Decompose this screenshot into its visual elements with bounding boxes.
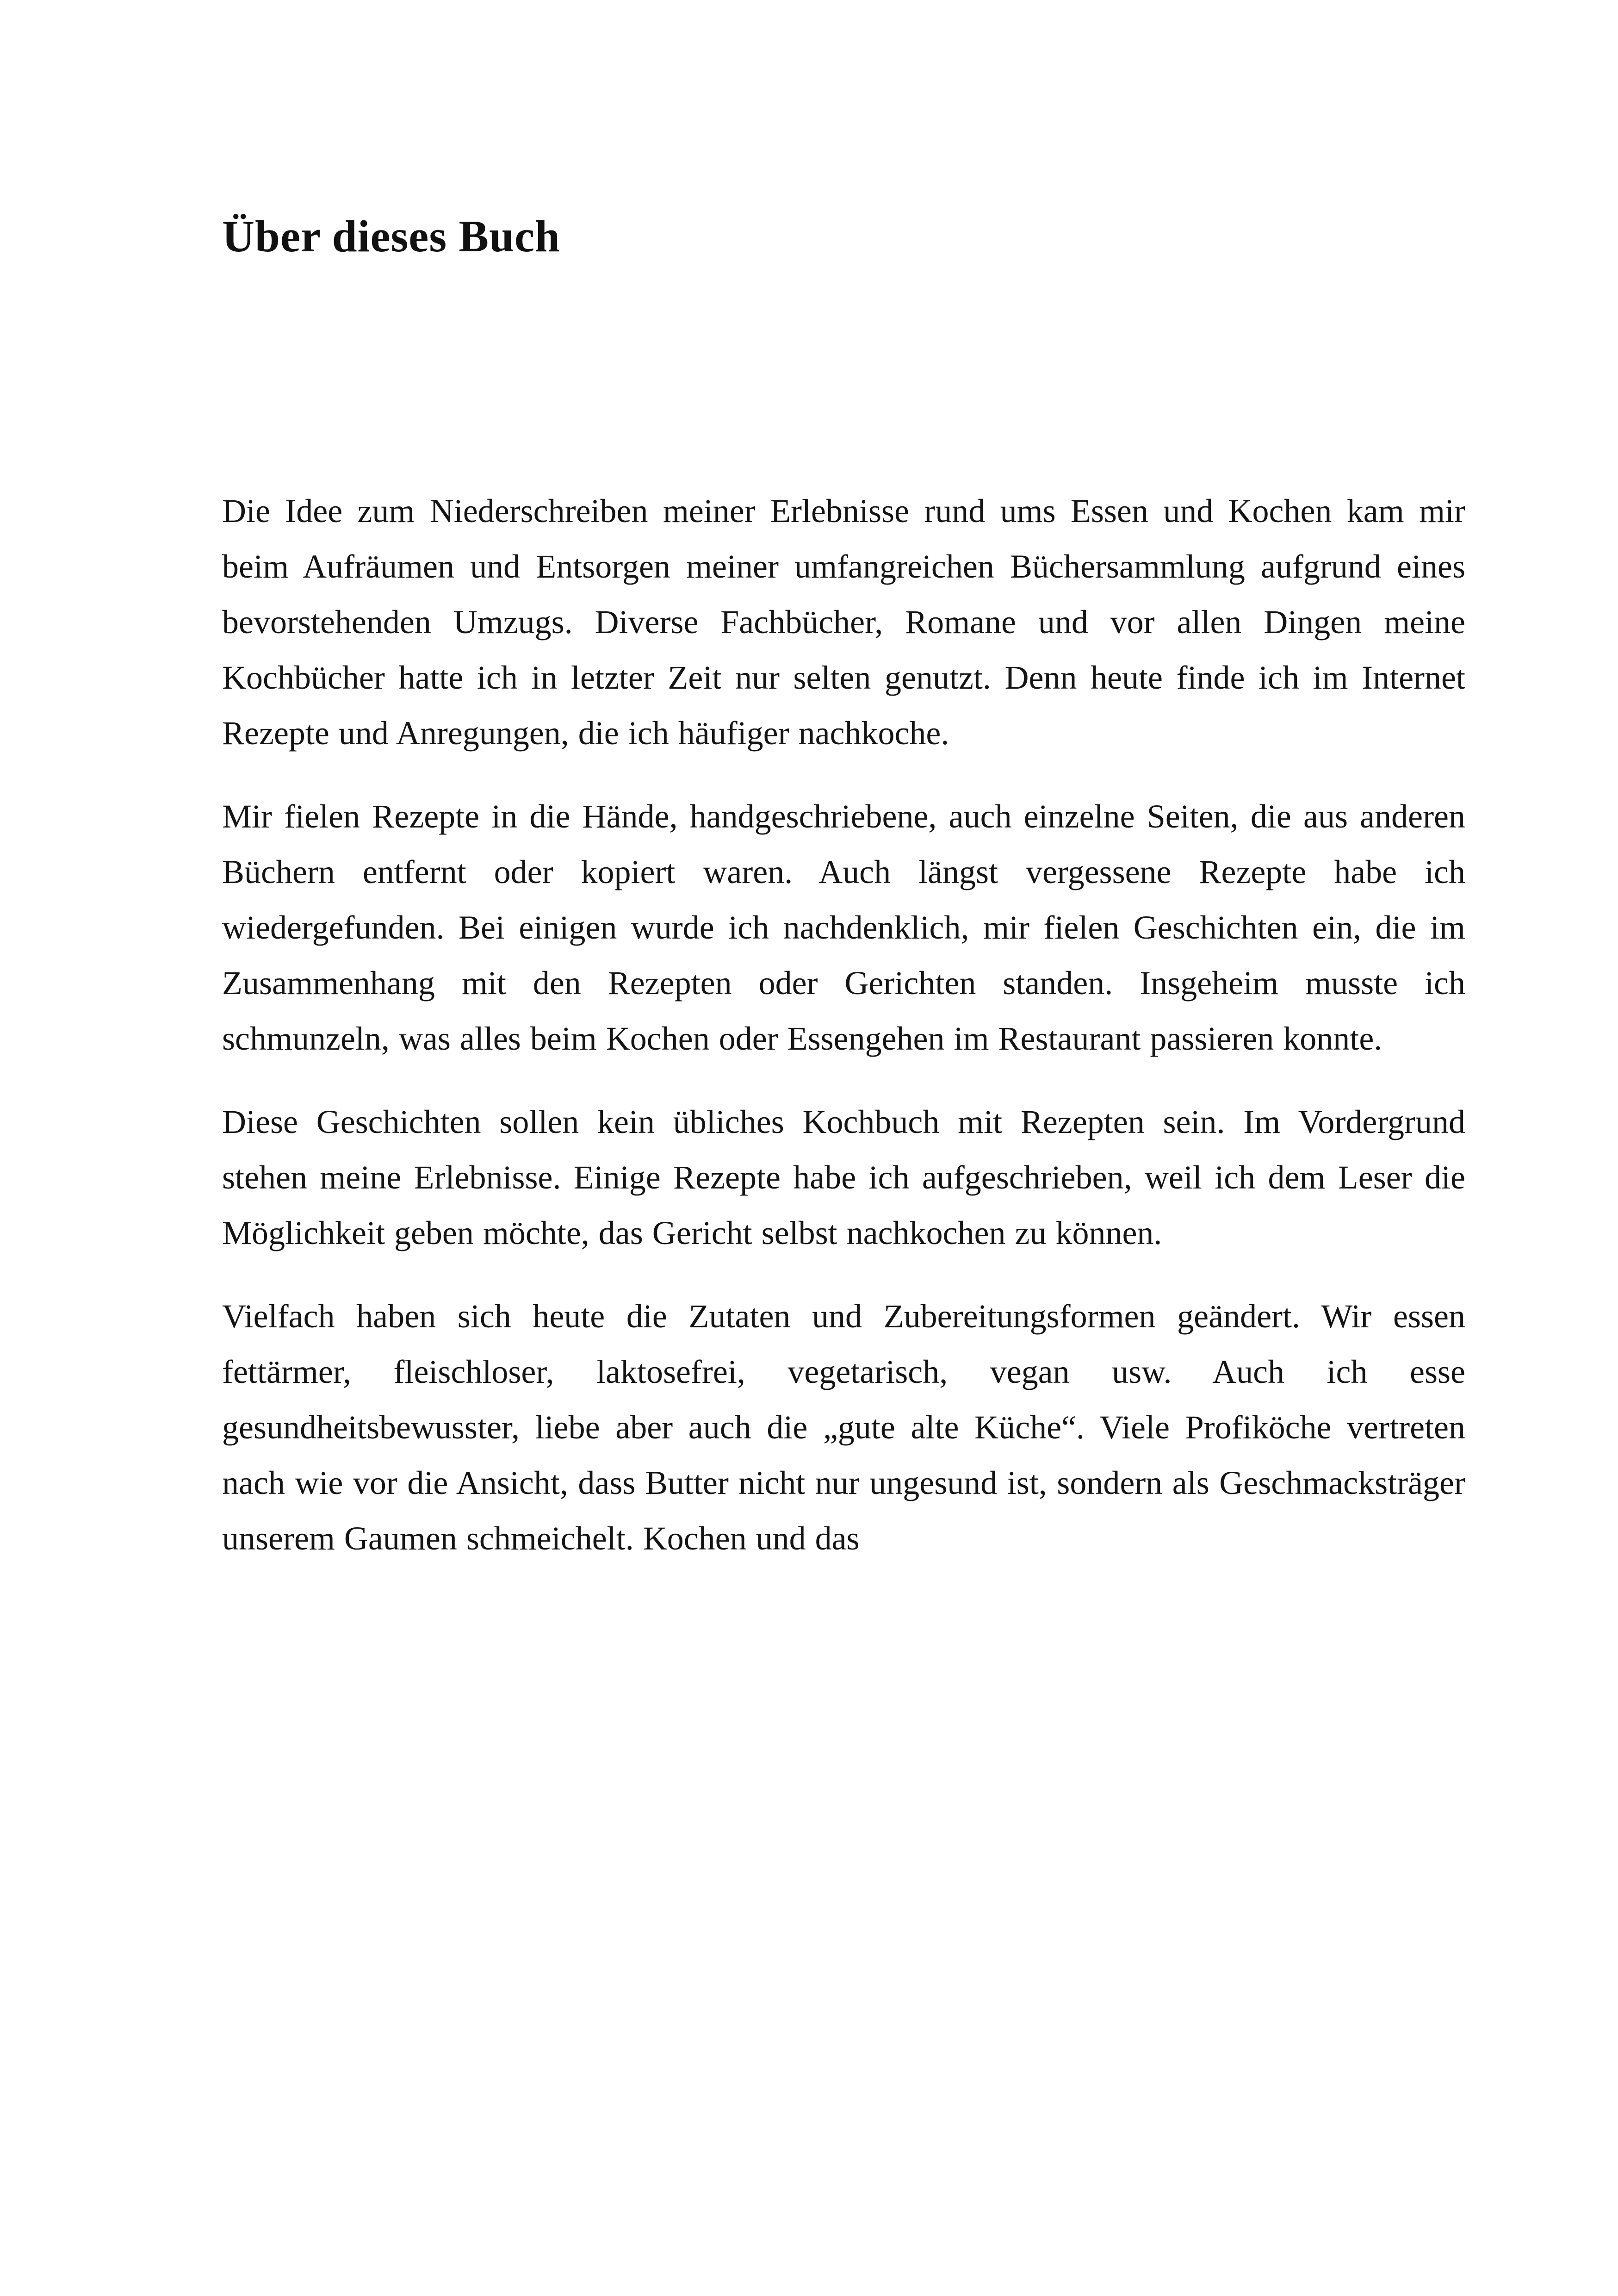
page-title: Über dieses Buch [222,212,560,261]
paragraph: Die Idee zum Niederschreiben meiner Erlebnisse rund ums Essen und Kochen kam mir beim Aufräumen und Entsorgen meiner umfangreichen Büchersammlung aufgrund eines bevorstehenden Umzugs. Diverse Fachbücher, Romane und vor allen Dingen meine Kochbücher hatte ich in letzter Zeit nur selten genutzt. Denn heute finde ich im Internet Rezepte und Anregungen, die ich häufiger nachkoche. [222,492,1465,752]
paragraph: Mir fielen Rezepte in die Hände, handgeschriebene, auch einzelne Seiten, die aus anderen Büchern entfernt oder kopiert waren. Auch längst vergessene Rezepte habe ich wiedergefunden. Bei einigen wurde ich nachdenklich, mir fielen Geschichten ein, die im Zusammenhang mit den Rezepten oder Gerichten standen. Insgeheim musste ich schmunzeln, was alles beim Kochen oder Essengehen im Restaurant passieren konnte. [222,798,1465,1057]
paragraph: Vielfach haben sich heute die Zutaten und Zubereitungsformen geändert. Wir essen fettärmer, fleischloser, laktosefrei, vegetarisch, vegan usw. Auch ich esse gesundheitsbewusster, liebe aber auch die „gute alte Küche“. Viele Profiköche vertreten nach wie vor die Ansicht, dass Butter nicht nur ungesund ist, sondern als Geschmacksträger unserem Gaumen schmeichelt. Kochen und das [222,1298,1465,1557]
text-block [222,483,1465,1566]
paragraph: Diese Geschichten sollen kein übliches Kochbuch mit Rezepten sein. Im Vordergrund stehen meine Erlebnisse. Einige Rezepte habe ich aufgeschrieben, weil ich dem Leser die Möglichkeit geben möchte, das Gericht selbst nachkochen zu können. [222,1103,1465,1251]
